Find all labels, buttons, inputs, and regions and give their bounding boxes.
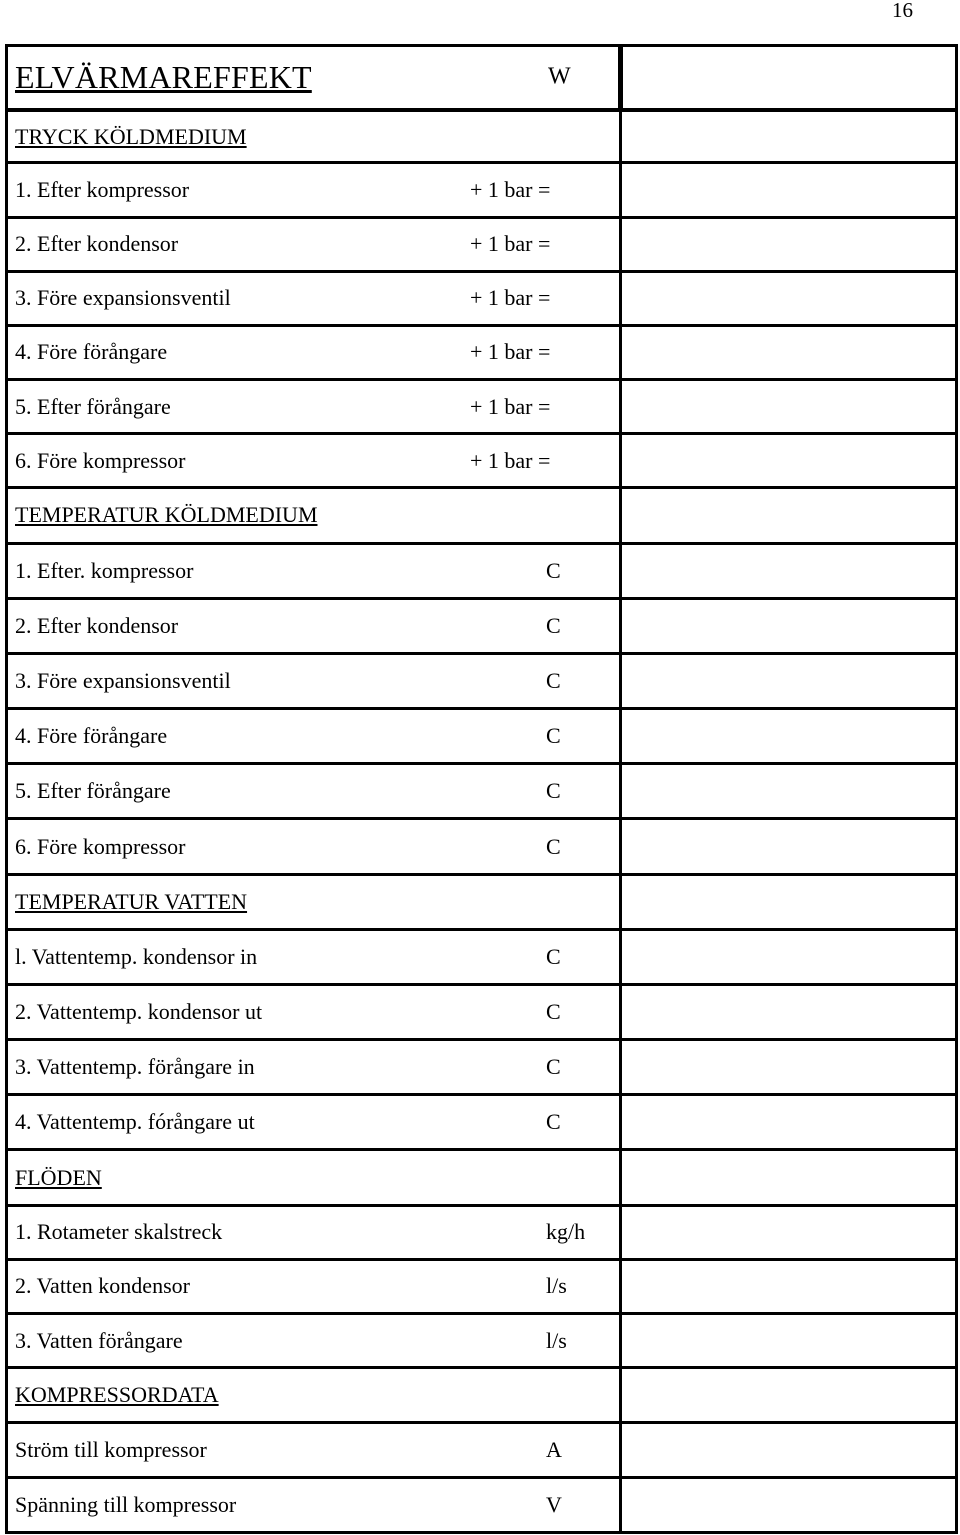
measurement-row: [7, 163, 957, 217]
measurement-unit: C: [546, 668, 561, 693]
measurement-label-cell: [7, 1205, 621, 1259]
measurement-unit: + 1 bar =: [470, 231, 551, 257]
measurement-unit: V: [546, 1491, 562, 1517]
section-heading: KOMPRESSORDATA: [15, 1382, 219, 1408]
measurement-label-cell: [7, 1423, 621, 1477]
measurement-row: [7, 1477, 957, 1533]
measurement-label: 3. Före expansionsventil: [15, 668, 231, 693]
section-heading-row: [7, 1368, 957, 1423]
measurement-value-field[interactable]: [621, 819, 957, 874]
measurement-row: [7, 819, 957, 874]
section-heading-blank-cell: [621, 110, 957, 163]
form-title-unit: W: [548, 63, 571, 90]
measurement-label: l. Vattentemp. kondensor in: [15, 943, 258, 969]
measurement-row: [7, 1423, 957, 1477]
section-heading: TRYCK KÖLDMEDIUM: [15, 123, 247, 149]
measurement-row: [7, 1313, 957, 1367]
measurement-unit: A: [546, 1436, 562, 1462]
measurement-row: [7, 434, 957, 488]
measurement-label-cell: [7, 325, 621, 379]
measurement-value-field[interactable]: [621, 929, 957, 984]
measurement-unit: C: [546, 943, 561, 969]
measurement-label: 1. Efter. kompressor: [15, 557, 194, 583]
measurement-row: [7, 380, 957, 434]
section-heading-row: [7, 110, 957, 163]
section-heading-row: [7, 874, 957, 929]
measurement-label-cell: [7, 271, 621, 325]
section-heading-cell: [7, 1368, 621, 1423]
measurement-label: 6. Före kompressor: [15, 447, 186, 473]
measurement-value-field[interactable]: [621, 653, 957, 708]
measurement-unit: + 1 bar =: [470, 339, 551, 365]
form-title-row: [7, 46, 957, 110]
measurement-label: 2. Vattentemp. kondensor ut: [15, 999, 263, 1025]
measurement-value-field[interactable]: [621, 1095, 957, 1150]
measurement-unit: C: [546, 612, 561, 638]
section-heading-cell: [7, 110, 621, 163]
measurement-value-field[interactable]: [621, 325, 957, 379]
measurement-label-cell: [7, 984, 621, 1039]
measurement-label-cell: [7, 1040, 621, 1095]
measurement-label: 4. Vattentemp. fórångare ut: [15, 1109, 255, 1135]
measurement-unit: + 1 bar =: [470, 393, 551, 419]
measurement-label: Spänning till kompressor: [15, 1491, 237, 1517]
form-title-value-field[interactable]: [621, 46, 957, 110]
page-number: 16: [892, 0, 913, 22]
section-heading: FLÖDEN: [15, 1164, 102, 1190]
measurement-label: 2. Vatten kondensor: [15, 1273, 190, 1299]
form-title: ELVÄRMAREFFEKT: [15, 58, 312, 95]
measurement-label-cell: [7, 598, 621, 653]
measurement-label: 3. Vatten förångare: [15, 1327, 183, 1353]
measurement-value-field[interactable]: [621, 709, 957, 764]
measurement-value-field[interactable]: [621, 1423, 957, 1477]
measurement-label-cell: [7, 1477, 621, 1533]
section-heading-blank-cell: [621, 1368, 957, 1423]
measurement-value-field[interactable]: [621, 1040, 957, 1095]
measurement-row: [7, 325, 957, 379]
measurement-row: [7, 709, 957, 764]
measurement-value-field[interactable]: [621, 598, 957, 653]
measurement-value-field[interactable]: [621, 217, 957, 271]
section-heading-row: [7, 1150, 957, 1205]
section-heading-blank-cell: [621, 1150, 957, 1205]
section-heading: TEMPERATUR KÖLDMEDIUM: [15, 502, 318, 528]
measurement-label-cell: [7, 1313, 621, 1367]
measurement-row: [7, 984, 957, 1039]
measurement-unit: C: [546, 1054, 561, 1080]
measurement-label-cell: [7, 819, 621, 874]
measurement-unit: C: [546, 557, 561, 583]
measurement-label-cell: [7, 653, 621, 708]
measurement-value-field[interactable]: [621, 984, 957, 1039]
measurement-value-field[interactable]: [621, 1313, 957, 1367]
measurement-value-field[interactable]: [621, 1477, 957, 1533]
measurement-label: 5. Efter förångare: [15, 778, 171, 804]
measurement-unit: C: [546, 999, 561, 1025]
measurement-value-field[interactable]: [621, 163, 957, 217]
measurement-value-field[interactable]: [621, 543, 957, 598]
measurement-unit: C: [546, 778, 561, 804]
measurement-row: [7, 929, 957, 984]
measurement-value-field[interactable]: [621, 1205, 957, 1259]
measurement-row: [7, 1259, 957, 1313]
measurement-row: [7, 217, 957, 271]
measurement-label-cell: [7, 543, 621, 598]
measurement-row: [7, 1095, 957, 1150]
measurement-value-field[interactable]: [621, 1259, 957, 1313]
measurement-row: [7, 1205, 957, 1259]
section-heading-blank-cell: [621, 488, 957, 543]
measurement-label-cell: [7, 434, 621, 488]
section-heading-cell: [7, 1150, 621, 1205]
measurement-unit: + 1 bar =: [470, 176, 551, 202]
measurement-row: [7, 764, 957, 819]
measurement-label: 2. Efter kondensor: [15, 612, 179, 638]
section-heading-cell: [7, 874, 621, 929]
measurement-value-field[interactable]: [621, 271, 957, 325]
measurement-label-cell: [7, 217, 621, 271]
measurement-unit: l/s: [546, 1327, 567, 1353]
measurement-label-cell: [7, 380, 621, 434]
measurement-label: 6. Före kompressor: [15, 833, 186, 859]
measurement-label: 5. Efter förångare: [15, 393, 171, 419]
measurement-form-table: [5, 44, 958, 1534]
measurement-label-cell: [7, 163, 621, 217]
measurement-row: [7, 543, 957, 598]
section-heading-blank-cell: [621, 874, 957, 929]
measurement-label: 1. Efter kompressor: [15, 176, 190, 202]
form-title-cell: [7, 46, 621, 110]
measurement-row: [7, 653, 957, 708]
measurement-unit: + 1 bar =: [470, 447, 551, 473]
measurement-label: 4. Före förångare: [15, 339, 168, 365]
measurement-value-field[interactable]: [621, 764, 957, 819]
measurement-label: 4. Före förångare: [15, 723, 168, 749]
measurement-unit: kg/h: [546, 1219, 586, 1245]
section-heading: TEMPERATUR VATTEN: [15, 888, 248, 914]
measurement-label: Ström till kompressor: [15, 1436, 207, 1462]
measurement-unit: C: [546, 1109, 561, 1135]
measurement-label-cell: [7, 929, 621, 984]
measurement-label-cell: [7, 709, 621, 764]
measurement-unit: l/s: [546, 1273, 567, 1299]
section-heading-row: [7, 488, 957, 543]
measurement-label: 3. Före expansionsventil: [15, 285, 231, 311]
measurement-label-cell: [7, 764, 621, 819]
measurement-label: 3. Vattentemp. förångare in: [15, 1054, 255, 1080]
section-heading-cell: [7, 488, 621, 543]
measurement-row: [7, 1040, 957, 1095]
measurement-value-field[interactable]: [621, 380, 957, 434]
measurement-unit: + 1 bar =: [470, 285, 551, 311]
measurement-label-cell: [7, 1259, 621, 1313]
measurement-row: [7, 271, 957, 325]
measurement-label: 2. Efter kondensor: [15, 231, 179, 257]
measurement-row: [7, 598, 957, 653]
measurement-unit: C: [546, 723, 561, 749]
measurement-value-field[interactable]: [621, 434, 957, 488]
measurement-label: 1. Rotameter skalstreck: [15, 1219, 223, 1245]
measurement-unit: C: [546, 833, 561, 859]
measurement-label-cell: [7, 1095, 621, 1150]
